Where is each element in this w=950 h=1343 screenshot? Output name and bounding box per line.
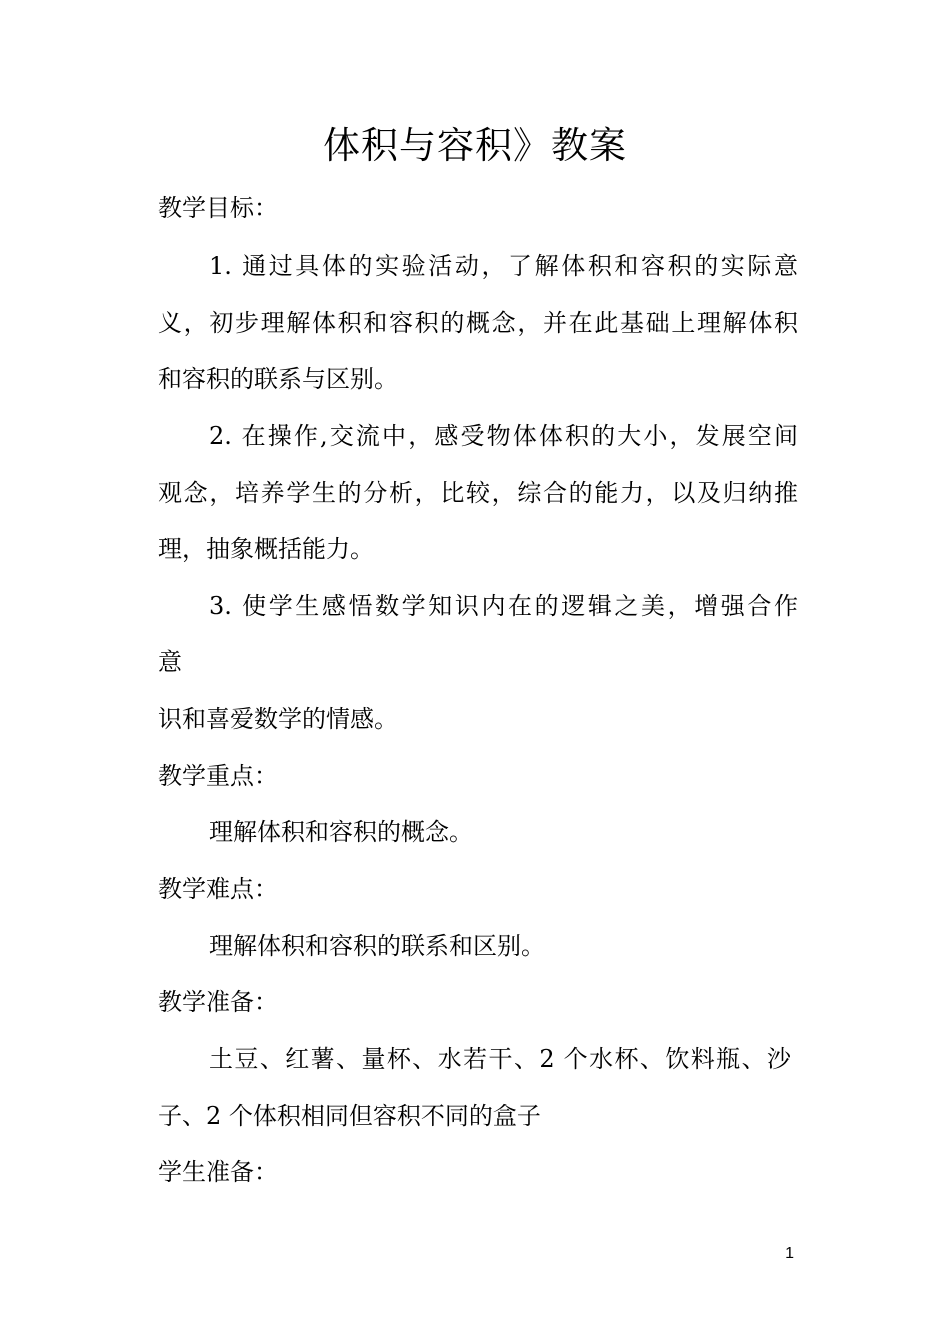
page-number: 1 (785, 1245, 794, 1262)
objective-3-line-3: 识和喜爱数学的情感。 (158, 705, 398, 733)
preparation-line-1: 土豆、红薯、量杯、水若干、2 个水杯、饮料瓶、沙 (209, 1045, 791, 1073)
objective-2-line-1: 2. 在操作,交流中，感受物体体积的大小，发展空间 (209, 422, 798, 450)
objective-2-line-3: 理，抽象概括能力。 (158, 535, 374, 563)
key-points-text: 理解体积和容积的概念。 (209, 818, 473, 846)
heading-teaching-preparation: 教学准备： (158, 988, 278, 1016)
heading-objectives: 教学目标： (158, 194, 278, 222)
objective-2-line-2: 观念，培养学生的分析，比较，综合的能力，以及归纳推 (158, 479, 798, 507)
objective-3-line-1: 3. 使学生感悟数学知识内在的逻辑之美，增强合作 (209, 592, 798, 620)
heading-student-preparation: 学生准备： (158, 1158, 278, 1186)
heading-key-points: 教学重点： (158, 762, 278, 790)
heading-difficulties: 教学难点： (158, 875, 278, 903)
objective-1-line-1: 1. 通过具体的实验活动，了解体积和容积的实际意 (209, 252, 798, 280)
page-title: 体积与容积》教案 (323, 124, 627, 167)
objective-1-line-2: 义，初步理解体积和容积的概念，并在此基础上理解体积 (158, 309, 798, 337)
preparation-line-2: 子、2 个体积相同但容积不同的盒子 (158, 1102, 541, 1130)
difficulties-text: 理解体积和容积的联系和区别。 (209, 932, 545, 960)
objective-1-line-3: 和容积的联系与区别。 (158, 365, 398, 393)
objective-3-line-2: 意 (158, 648, 182, 676)
